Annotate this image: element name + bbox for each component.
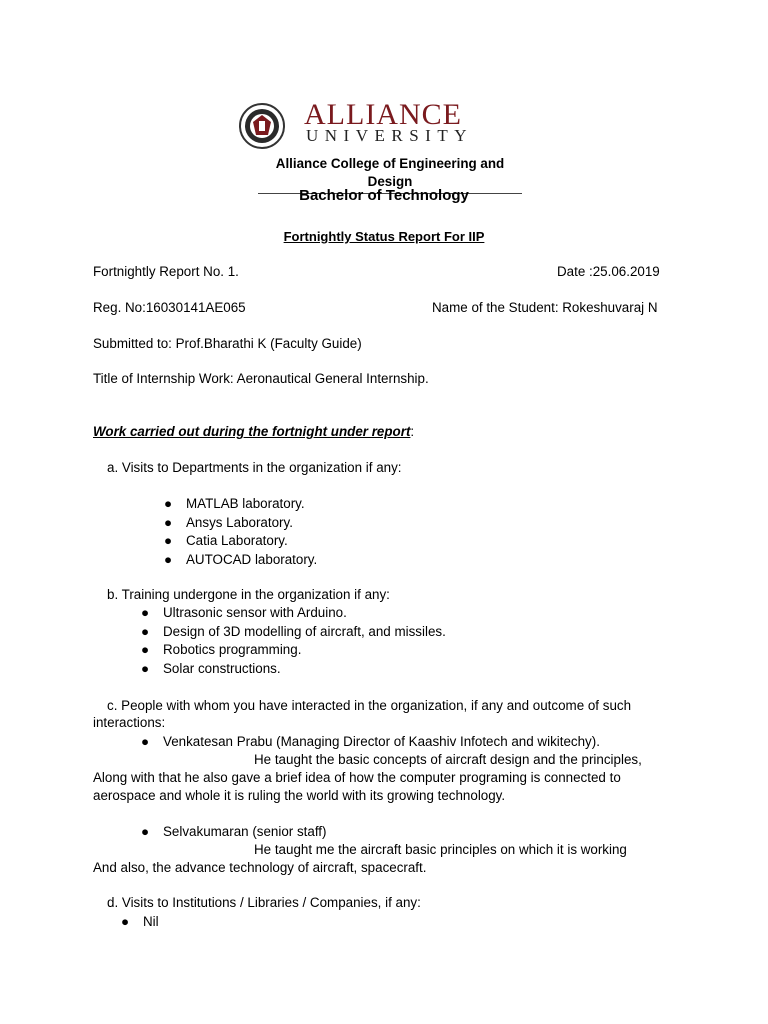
- person1-description-line2: Along with that he also gave a brief idea of how the computer programing is connected to: [93, 770, 621, 785]
- person2-description-line1: He taught me the aircraft basic principles on which it is working: [254, 842, 627, 857]
- report-number: Fortnightly Report No. 1.: [93, 264, 239, 279]
- person1-description-line1: He taught the basic concepts of aircraft design and the principles,: [254, 752, 642, 767]
- list-item: [141, 823, 327, 842]
- student-name: Name of the Student: Rokeshuvaraj N: [432, 300, 658, 315]
- section-d-list: [121, 913, 159, 932]
- work-heading: [93, 423, 414, 441]
- list-item-text: Selvakumaran (senior staff): [163, 824, 327, 839]
- university-logo: [238, 100, 498, 150]
- list-item-text: Ultrasonic sensor with Arduino.: [163, 605, 347, 620]
- person1-description-line3: aerospace and whole it is ruling the world with its growing technology.: [93, 788, 506, 803]
- list-item-text: Solar constructions.: [163, 660, 281, 676]
- bullet-icon: ●: [141, 642, 150, 657]
- list-item-text: AUTOCAD laboratory.: [186, 551, 318, 567]
- list-item: [121, 913, 159, 932]
- bullet-icon: ●: [164, 533, 173, 548]
- list-item-text: Ansys Laboratory.: [186, 514, 293, 530]
- list-item: [141, 733, 600, 752]
- section-c-label-line2: interactions:: [93, 715, 166, 730]
- list-item-text: Design of 3D modelling of aircraft, and missiles.: [163, 623, 446, 639]
- report-title: Fortnightly Status Report For IIP: [283, 229, 485, 244]
- bullet-icon: ●: [141, 623, 150, 639]
- section-b-list: [141, 604, 446, 678]
- list-item: [141, 641, 446, 660]
- list-item-text: Nil: [143, 914, 159, 929]
- person2-description-line2: And also, the advance technology of aircraft, spacecraft.: [93, 860, 427, 875]
- submitted-to: Submitted to: Prof.Bharathi K (Faculty Guide): [93, 336, 362, 351]
- section-c-label-line1: c. People with whom you have interacted in the organization, if any and outcome of such: [107, 698, 632, 713]
- list-item-text: MATLAB laboratory.: [186, 496, 305, 511]
- section-b-label: b. Training undergone in the organization if any:: [107, 587, 390, 602]
- internship-title: Title of Internship Work: Aeronautical General Internship.: [93, 371, 429, 386]
- bullet-icon: ●: [141, 824, 150, 839]
- bullet-icon: ●: [121, 914, 130, 929]
- list-item-text: Venkatesan Prabu (Managing Director of Kaashiv Infotech and wikitechy).: [163, 734, 600, 749]
- list-item: [141, 623, 446, 642]
- list-item: [164, 514, 317, 533]
- list-item: [164, 551, 318, 570]
- list-item-text: Robotics programming.: [163, 642, 302, 657]
- report-date: Date :25.06.2019: [557, 264, 660, 279]
- section-c-list-1: [141, 733, 600, 752]
- section-d-label: d. Visits to Institutions / Libraries / Companies, if any:: [107, 895, 421, 910]
- degree-title: Bachelor of Technology: [299, 187, 469, 204]
- university-seal-icon: [238, 102, 286, 150]
- registration-number: Reg. No:16030141AE065: [93, 300, 246, 315]
- list-item-text: Catia Laboratory.: [186, 533, 288, 548]
- section-a-label: a. Visits to Departments in the organization if any:: [107, 460, 402, 475]
- section-a-list: [164, 495, 318, 569]
- logo-wordmark-bottom: UNIVERSITY: [306, 126, 473, 145]
- work-heading-text: Work carried out during the fortnight under report: [93, 424, 411, 439]
- bullet-icon: ●: [164, 496, 173, 511]
- work-heading-colon: :: [410, 424, 415, 439]
- list-item: [164, 495, 317, 514]
- list-item: [141, 604, 446, 623]
- section-c-list-2: [141, 823, 327, 842]
- bullet-icon: ●: [164, 551, 173, 567]
- logo-wordmark-top: ALLIANCE: [304, 98, 462, 131]
- bullet-icon: ●: [141, 605, 150, 620]
- bullet-icon: ●: [141, 734, 150, 749]
- list-item: [141, 660, 446, 679]
- bullet-icon: ●: [141, 660, 150, 676]
- college-name: Alliance College of Engineering and Design: [258, 155, 522, 194]
- list-item: [164, 532, 317, 551]
- bullet-icon: ●: [164, 514, 173, 530]
